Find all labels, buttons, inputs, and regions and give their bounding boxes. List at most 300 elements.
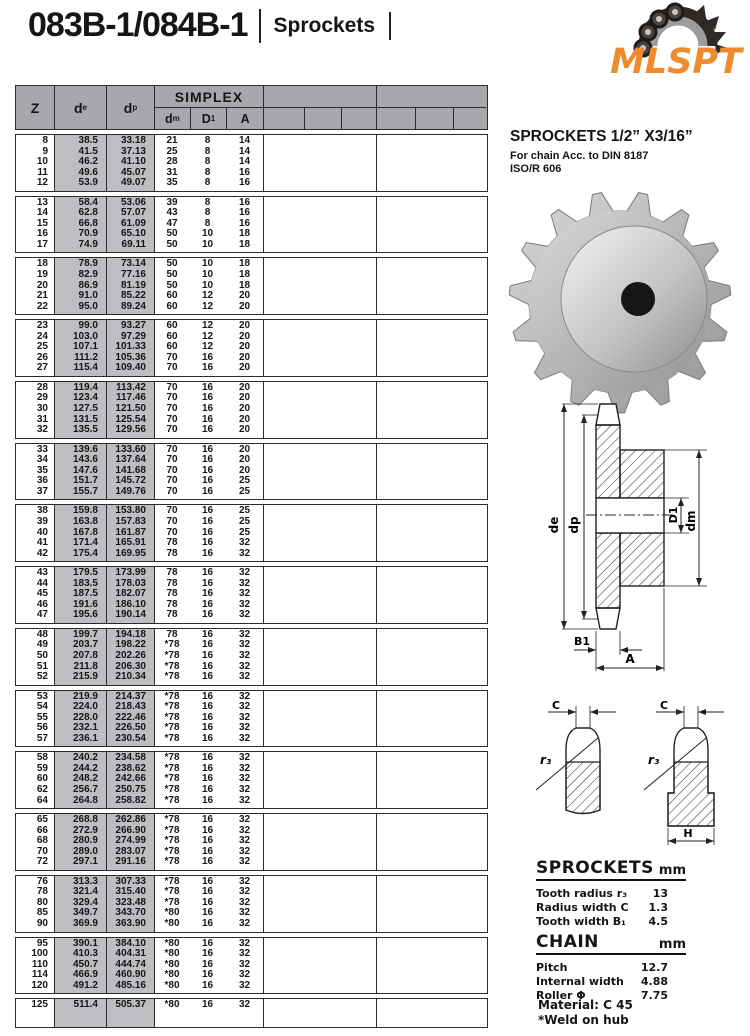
table-empty-cell <box>263 629 376 685</box>
page-title: 083B-1/084B-1 <box>28 6 248 44</box>
table-cell: 384.10 <box>115 937 146 949</box>
table-cell: 120 <box>31 979 48 991</box>
table-cell: *78 <box>164 814 180 826</box>
table-cell: 16 <box>36 228 48 240</box>
table-cell: 16 <box>201 701 214 713</box>
table-cell: 16 <box>201 526 214 538</box>
table-cell: 16 <box>238 207 251 219</box>
table-column-Z <box>16 258 54 314</box>
table-cell: 165.91 <box>115 537 146 549</box>
table-cell: 175.4 <box>72 547 98 559</box>
table-column-dm <box>154 258 189 314</box>
table-column-A <box>226 382 263 438</box>
table-cell: 60 <box>166 330 178 342</box>
table-cell: 49.6 <box>78 166 98 178</box>
table-cell: 291.16 <box>115 856 146 868</box>
table-cell: *80 <box>164 969 180 981</box>
table-cell: *78 <box>164 783 180 795</box>
table-cell: 32 <box>238 660 251 672</box>
table-cell: 93.27 <box>120 320 146 332</box>
table-cell: 16 <box>201 762 214 774</box>
table-cell: 410.3 <box>72 948 98 960</box>
table-cell: 16 <box>201 403 214 415</box>
table-cell: 8 <box>204 196 211 208</box>
table-cell: 43 <box>166 207 178 219</box>
table-block <box>15 690 488 748</box>
label-dm: dm <box>684 510 698 532</box>
table-cell: 59 <box>36 762 48 774</box>
table-column-dp <box>106 999 154 1027</box>
table-cell: 32 <box>238 886 251 898</box>
table-cell: 12 <box>36 177 48 189</box>
table-column-Z <box>16 629 54 685</box>
table-column-dm <box>154 814 189 870</box>
chain-spec-unit: mm <box>658 937 686 952</box>
table-column-dp <box>106 197 154 253</box>
table-cell: *78 <box>164 649 180 661</box>
table-cell: 16 <box>201 856 214 868</box>
table-cell: 16 <box>201 609 214 621</box>
table-cell: 8 <box>204 217 211 229</box>
table-cell: 16 <box>201 794 214 806</box>
table-cell: 25 <box>238 526 251 538</box>
table-cell: 315.40 <box>115 886 146 898</box>
table-cell: 32 <box>238 896 251 908</box>
table-cell: 16 <box>201 628 214 640</box>
table-cell: 444.74 <box>115 958 146 970</box>
table-cell: 105.36 <box>115 351 146 363</box>
table-column-D1 <box>189 938 226 994</box>
table-cell: 161.87 <box>115 526 146 538</box>
table-cell: 163.8 <box>72 515 98 527</box>
table-cell: 21 <box>166 135 178 146</box>
label-c: C <box>660 699 669 712</box>
table-cell: 8 <box>204 166 211 178</box>
table-cell: *80 <box>164 999 180 1011</box>
table-column-Z <box>16 938 54 994</box>
table-cell: 60 <box>36 773 48 785</box>
table-cell: 113.42 <box>115 381 146 393</box>
table-empty-cell <box>263 197 376 253</box>
table-cell: 65.10 <box>120 228 146 240</box>
title-divider <box>259 9 261 43</box>
cross-section-drawing <box>544 403 749 675</box>
table-cell: 35 <box>166 177 178 189</box>
chain-spec-title: CHAIN <box>536 932 599 952</box>
table-column-de <box>54 382 106 438</box>
table-cell: 70 <box>166 351 178 363</box>
table-cell: 32 <box>238 783 251 795</box>
label-c: C <box>552 699 561 712</box>
table-cell: 256.7 <box>72 783 98 795</box>
table-cell: 77.16 <box>120 269 146 281</box>
table-column-dp <box>106 320 154 376</box>
table-cell: 49.07 <box>120 177 146 189</box>
table-column-A <box>226 320 263 376</box>
column-header-de: d e <box>54 86 106 129</box>
table-cell: *80 <box>164 918 180 929</box>
table-cell: 20 <box>238 330 251 342</box>
table-cell: *78 <box>164 762 180 774</box>
table-cell: 20 <box>238 341 251 353</box>
table-empty-cell <box>376 814 486 870</box>
table-cell: 81.19 <box>120 279 146 291</box>
table-cell: 187.5 <box>72 588 98 600</box>
table-column-D1 <box>189 567 226 623</box>
column-header-dm: d m <box>164 111 180 126</box>
table-cell: 125.54 <box>115 413 146 425</box>
table-column-Z <box>16 505 54 561</box>
table-empty-cell <box>376 135 486 191</box>
table-cell: 8 <box>204 145 211 157</box>
table-column-dp <box>106 752 154 808</box>
table-cell: 12 <box>201 320 214 332</box>
table-column-D1 <box>189 629 226 685</box>
table-cell: 60 <box>166 300 178 312</box>
table-cell: 16 <box>201 577 214 589</box>
table-cell: 35 <box>36 464 48 476</box>
table-cell: 32 <box>238 711 251 723</box>
table-cell: 18 <box>238 269 251 281</box>
table-cell: *78 <box>164 732 180 744</box>
table-cell: 16 <box>201 351 214 363</box>
table-cell: 117.46 <box>115 392 146 404</box>
table-cell: 16 <box>201 547 214 559</box>
table-cell: 32 <box>238 732 251 744</box>
table-cell: 50 <box>166 228 178 240</box>
table-cell: 8 <box>42 135 48 146</box>
table-column-A <box>226 505 263 561</box>
table-cell: 135.5 <box>72 424 98 436</box>
table-cell: 16 <box>201 958 214 970</box>
simplex-group <box>154 86 263 129</box>
table-cell: 52 <box>36 671 48 683</box>
table-column-D1 <box>189 320 226 376</box>
table-empty-cell <box>263 135 376 191</box>
table-column-A <box>226 691 263 747</box>
table-cell: 258.82 <box>115 794 146 806</box>
table-column-dp <box>106 938 154 994</box>
table-cell: 264.8 <box>72 794 98 806</box>
table-empty-cell <box>263 320 376 376</box>
table-cell: 16 <box>201 875 214 887</box>
table-cell: 280.9 <box>72 835 98 847</box>
table-cell: 32 <box>238 762 251 774</box>
table-block <box>15 319 488 377</box>
table-cell: 32 <box>238 671 251 683</box>
table-cell: 85.22 <box>120 290 146 302</box>
table-empty-cell <box>376 505 486 561</box>
table-cell: 55 <box>36 711 48 723</box>
table-column-dm <box>154 444 189 500</box>
table-cell: 41.10 <box>120 156 146 168</box>
table-empty-cell <box>376 691 486 747</box>
table-cell: 182.07 <box>115 588 146 600</box>
table-cell: 60 <box>166 290 178 302</box>
table-cell: 46.2 <box>78 156 98 168</box>
table-column-A <box>226 258 263 314</box>
table-cell: *80 <box>164 948 180 960</box>
subtitle-divider <box>389 12 391 40</box>
table-cell: 215.9 <box>72 671 98 683</box>
table-cell: 114 <box>31 969 48 981</box>
table-cell: 16 <box>201 824 214 836</box>
table-cell: 78 <box>166 537 178 549</box>
spec-row: Radius width C 1.3 <box>536 901 668 914</box>
table-column-dm <box>154 567 189 623</box>
table-cell: 129.56 <box>115 424 146 436</box>
table-column-dm <box>154 691 189 747</box>
table-cell: 78.9 <box>78 258 98 270</box>
table-cell: *78 <box>164 896 180 908</box>
table-cell: 491.2 <box>72 979 98 991</box>
table-cell: 16 <box>201 835 214 847</box>
table-cell: 297.1 <box>72 856 98 868</box>
table-column-A <box>226 938 263 994</box>
table-cell: 191.6 <box>72 598 98 610</box>
table-block <box>15 443 488 501</box>
table-cell: 68 <box>36 835 48 847</box>
table-cell: 70 <box>166 464 178 476</box>
table-cell: 13 <box>36 196 48 208</box>
table-cell: 20 <box>238 443 251 455</box>
table-cell: 14 <box>36 207 48 219</box>
table-cell: 24 <box>36 330 48 342</box>
table-cell: 37 <box>36 485 48 497</box>
table-cell: *78 <box>164 824 180 836</box>
table-column-dm <box>154 197 189 253</box>
table-column-A <box>226 444 263 500</box>
table-cell: *78 <box>164 845 180 857</box>
table-column-A <box>226 752 263 808</box>
table-cell: 50 <box>166 269 178 281</box>
table-cell: 16 <box>201 362 214 374</box>
table-cell: 183.5 <box>72 577 98 589</box>
table-cell: 70 <box>166 515 178 527</box>
table-cell: 26 <box>36 351 48 363</box>
label-d1: D1 <box>667 506 680 524</box>
table-cell: 54 <box>36 701 48 713</box>
table-cell: 32 <box>238 979 251 991</box>
table-cell: 39 <box>36 515 48 527</box>
table-cell: 62.8 <box>78 207 98 219</box>
table-cell: 16 <box>201 515 214 527</box>
table-cell: 16 <box>201 752 214 764</box>
table-cell: 131.5 <box>72 413 98 425</box>
column-header-dp: d p <box>106 86 154 129</box>
table-cell: 16 <box>201 845 214 857</box>
table-cell: *78 <box>164 773 180 785</box>
table-cell: 32 <box>238 690 251 702</box>
table-cell: 323.48 <box>115 896 146 908</box>
table-cell: 18 <box>238 238 251 250</box>
table-column-dp <box>106 258 154 314</box>
table-column-Z <box>16 999 54 1027</box>
table-cell: 16 <box>201 773 214 785</box>
empty-group-2 <box>376 86 486 129</box>
table-block <box>15 257 488 315</box>
table-cell: 78 <box>166 609 178 621</box>
table-cell: 69.11 <box>121 238 146 250</box>
table-cell: 137.64 <box>115 454 146 466</box>
spec-row: Roller Φ 7.75 <box>536 989 668 1002</box>
table-cell: 78 <box>166 567 178 579</box>
table-empty-cell <box>376 320 486 376</box>
table-cell: 20 <box>238 464 251 476</box>
table-cell: 32 <box>238 701 251 713</box>
table-cell: 363.90 <box>115 918 146 929</box>
table-cell: 230.54 <box>115 732 146 744</box>
table-cell: *78 <box>164 835 180 847</box>
table-cell: 16 <box>201 979 214 991</box>
table-cell: 16 <box>201 660 214 672</box>
table-block <box>15 813 488 871</box>
table-cell: 307.33 <box>115 875 146 887</box>
table-cell: 46 <box>36 598 48 610</box>
table-cell: 125 <box>31 999 48 1011</box>
table-cell: 16 <box>201 567 214 579</box>
table-cell: 16 <box>201 381 214 393</box>
label-h: H <box>683 827 693 840</box>
table-cell: 460.90 <box>115 969 146 981</box>
label-dp: dp <box>567 516 581 534</box>
table-cell: 32 <box>238 649 251 661</box>
table-cell: 199.7 <box>72 628 98 640</box>
table-cell: 157.83 <box>115 515 146 527</box>
table-cell: 38.5 <box>78 135 98 146</box>
table-cell: 143.6 <box>72 454 98 466</box>
table-cell: 91.0 <box>78 290 98 302</box>
table-cell: 178.03 <box>115 577 146 589</box>
table-cell: 95 <box>36 937 48 949</box>
table-cell: 66.8 <box>78 217 98 229</box>
table-column-dp <box>106 876 154 932</box>
table-cell: 32 <box>238 814 251 826</box>
table-cell: 10 <box>201 228 214 240</box>
table-cell: 76 <box>36 875 48 887</box>
table-cell: 70 <box>166 505 178 517</box>
table-cell: 202.26 <box>115 649 146 661</box>
table-cell: 85 <box>36 907 48 919</box>
table-cell: 70 <box>166 392 178 404</box>
table-empty-cell <box>263 258 376 314</box>
table-column-de <box>54 999 106 1027</box>
table-cell: 194.18 <box>115 628 146 640</box>
table-cell: 10 <box>201 258 214 270</box>
table-column-de <box>54 197 106 253</box>
sprockets-spec <box>536 858 686 929</box>
table-cell: 70 <box>166 381 178 393</box>
table-cell: 44 <box>36 577 48 589</box>
chain-spec <box>536 932 686 1003</box>
table-cell: 23 <box>36 320 48 332</box>
table-column-Z <box>16 814 54 870</box>
table-cell: 404.31 <box>115 948 146 960</box>
table-cell: *78 <box>164 722 180 734</box>
table-block <box>15 504 488 562</box>
table-cell: 119.4 <box>73 381 98 393</box>
table-cell: *78 <box>164 701 180 713</box>
table-cell: 272.9 <box>72 824 98 836</box>
table-cell: 99.0 <box>78 320 98 332</box>
table-cell: 61.09 <box>120 217 146 229</box>
table-cell: 32 <box>238 577 251 589</box>
table-empty-cell <box>263 691 376 747</box>
table-cell: 37.13 <box>120 145 146 157</box>
table-cell: 505.37 <box>115 999 146 1011</box>
sprockets-spec-unit: mm <box>658 863 686 878</box>
table-cell: 39 <box>166 196 178 208</box>
table-cell: 27 <box>36 362 48 374</box>
table-cell: 41 <box>36 537 48 549</box>
table-column-A <box>226 567 263 623</box>
sprocket-dimension-table <box>15 85 488 1028</box>
table-empty-cell <box>376 999 486 1027</box>
table-cell: 266.90 <box>115 824 146 836</box>
table-cell: 30 <box>36 403 48 415</box>
label-a: A <box>625 652 635 666</box>
label-r3: r₃ <box>540 753 552 767</box>
table-cell: 14 <box>238 156 251 168</box>
table-cell: 238.62 <box>115 762 146 774</box>
table-cell: 70 <box>166 403 178 415</box>
table-cell: 64 <box>36 794 48 806</box>
table-cell: 171.4 <box>72 537 98 549</box>
table-cell: 28 <box>166 156 178 168</box>
table-block <box>15 196 488 254</box>
table-cell: 466.9 <box>72 969 98 981</box>
table-cell: 10 <box>201 269 214 281</box>
table-cell: 127.5 <box>72 403 98 415</box>
table-cell: 349.7 <box>72 907 98 919</box>
table-cell: 16 <box>201 896 214 908</box>
table-column-A <box>226 876 263 932</box>
table-cell: *78 <box>164 711 180 723</box>
table-cell: 86.9 <box>78 279 98 291</box>
table-cell: 32 <box>238 537 251 549</box>
table-cell: 100 <box>31 948 48 960</box>
table-block <box>15 937 488 995</box>
info-panel <box>508 0 750 1036</box>
table-column-D1 <box>189 752 226 808</box>
table-cell: 16 <box>201 948 214 960</box>
table-cell: 32 <box>238 948 251 960</box>
table-cell: 20 <box>238 320 251 332</box>
table-cell: 211.8 <box>73 660 98 672</box>
table-cell: 32 <box>238 958 251 970</box>
table-cell: *78 <box>164 752 180 764</box>
table-cell: 70 <box>166 362 178 374</box>
table-cell: 31 <box>36 413 48 425</box>
table-cell: 17 <box>36 238 48 250</box>
table-cell: 390.1 <box>72 937 98 949</box>
table-empty-cell <box>263 567 376 623</box>
table-cell: 25 <box>238 475 251 487</box>
table-cell: 16 <box>201 783 214 795</box>
table-column-de <box>54 135 106 191</box>
table-cell: 62 <box>36 783 48 795</box>
table-cell: 123.4 <box>72 392 98 404</box>
table-cell: 115.4 <box>73 362 98 374</box>
table-column-de <box>54 320 106 376</box>
table-cell: 155.7 <box>72 485 98 497</box>
table-cell: 228.0 <box>72 711 98 723</box>
table-cell: 32 <box>238 588 251 600</box>
table-column-Z <box>16 876 54 932</box>
table-column-dp <box>106 691 154 747</box>
table-cell: 32 <box>238 598 251 610</box>
table-cell: 16 <box>201 443 214 455</box>
